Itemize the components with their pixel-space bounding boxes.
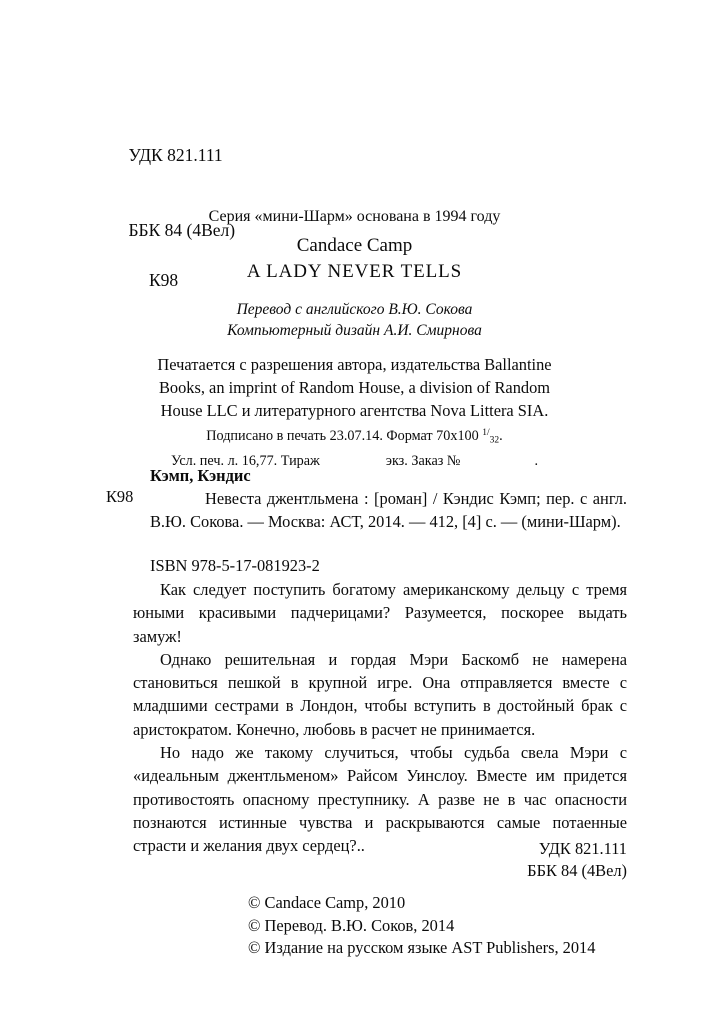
author-sigil-top: К98 — [149, 270, 179, 290]
series-line: Серия «мини-Шарм» основана в 1994 году — [208, 208, 501, 225]
copyright-line-translation: © Перевод. В.Ю. Соков, 2014 — [248, 915, 455, 935]
format-fraction-denominator: 32 — [489, 435, 500, 446]
format-fraction-numerator: 1 — [482, 428, 488, 438]
classification-block-bottom — [0, 838, 627, 882]
print-signed-format: Подписано в печать 23.07.14. Формат 70х100 — [206, 428, 483, 445]
format-fraction-solidus: / — [487, 428, 490, 438]
imprint-details — [0, 423, 709, 471]
imprint-line-2-suffix: . — [534, 452, 538, 469]
bbk-code-top: ББК 84 (4Вел) — [128, 220, 236, 240]
udk-code-bottom: УДК 821.111 — [538, 839, 627, 858]
annotation-paragraph-2: Однако решительная и гордая Мэри Баскомб не намерена становиться пешкой в крупной игре. Она отправляется вместе с младшими сестрами в Лондон, чтобы вступить в достойный брак с аристократом. Конечно, любовь в расчет не принимается. — [133, 649, 627, 739]
copyright-line-author: © Candace Camp, 2010 — [248, 893, 406, 912]
bbk-code-bottom: ББК 84 (4Вел) — [527, 861, 627, 880]
annotation-paragraph-1: Как следует поступить богатому американскому дельцу с тремя юными красивыми падчерицами? Разумеется, поскорее выдать замуж! — [133, 580, 627, 646]
translation-credit: Перевод с английского В.Ю. Сокова — [236, 301, 473, 318]
credits-block — [0, 299, 709, 341]
imprint-line-1-suffix: . — [499, 428, 503, 445]
catalog-description: Невеста джентльмена : [роман] / Кэндис Кэмп; пер. с англ. В.Ю. Сокова. — Москва: АСТ, 2014. — 412, [4] с. — (мини-Шарм). — [150, 489, 627, 532]
imprint-line-1 — [0, 423, 709, 451]
isbn: ISBN 978-5-17-081923-2 — [150, 556, 320, 575]
permission-line-3: House LLC и литературного агентства Nova Littera SIA. — [160, 401, 549, 420]
original-title: A LADY NEVER TELLS — [246, 261, 463, 282]
original-author: Candace Camp — [296, 235, 413, 256]
copyright-block — [248, 892, 595, 960]
udk-code-top: УДК 821.111 — [128, 145, 223, 165]
permission-line-2: Books, an imprint of Random House, a division of Random — [158, 378, 551, 397]
catalog-author-heading: Кэмп, Кэндис — [150, 466, 251, 485]
order-number-label: экз. Заказ № — [385, 452, 461, 469]
design-credit: Компьютерный дизайн А.И. Смирнова — [227, 322, 482, 339]
book-annotation — [133, 578, 627, 858]
imprint-line-2 — [0, 451, 709, 472]
catalog-sigil: К98 — [106, 487, 134, 506]
permission-line-1: Печатается с разрешения автора, издательства Ballantine — [157, 355, 552, 374]
annotation-paragraph-3: Но надо же такому случиться, чтобы судьба свела Мэри с «идеальным джентльменом» Райсом Уинслоу. Вместе им придется противостоять опасному преступнику. А разве не в час опасности познаются истинные чувства и раскрываются самые потаенные страсти и желания двух сердец?.. — [133, 743, 627, 856]
copyright-line-edition: © Издание на русском языке AST Publishers, 2014 — [248, 938, 596, 957]
permission-statement — [78, 353, 631, 422]
sheets-and-print-run: Усл. печ. л. 16,77. Тираж — [171, 452, 320, 469]
